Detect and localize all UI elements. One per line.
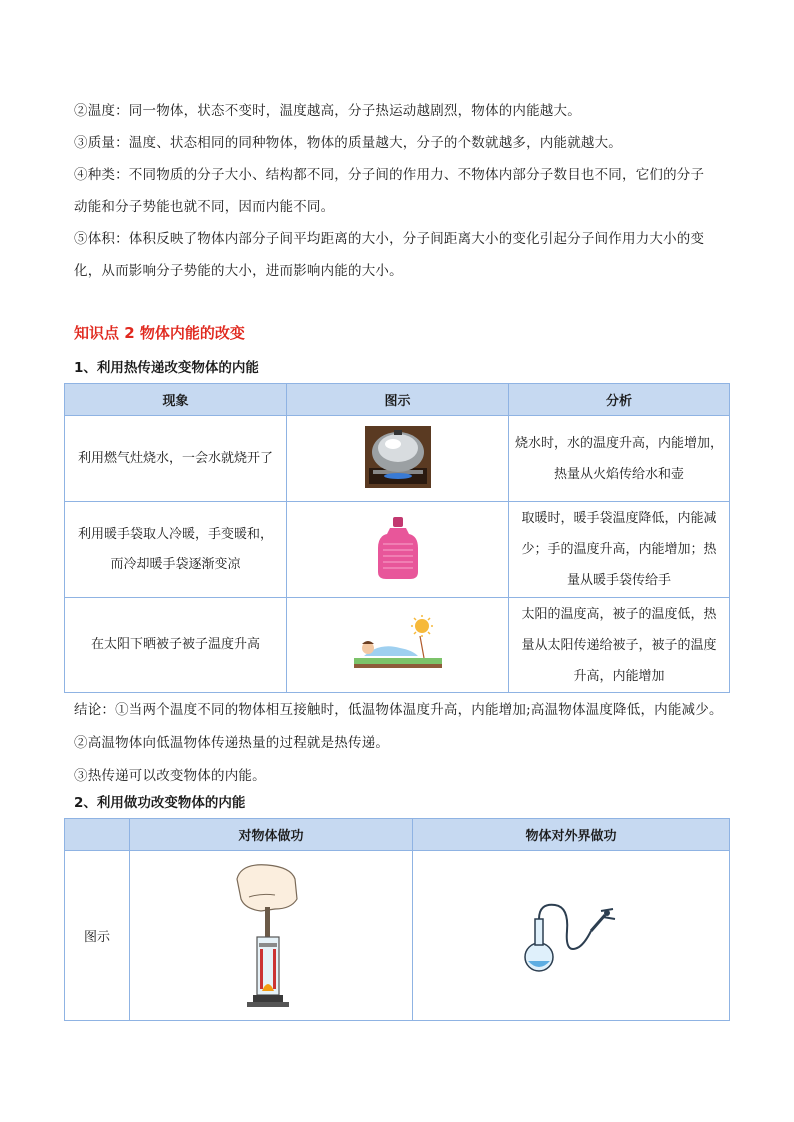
table-header-row	[65, 384, 730, 416]
paragraph-temperature: ②温度：同一物体，状态不变时，温度越高，分子热运动越剧烈，物体的内能越大。	[74, 103, 581, 119]
section-title: 知识点 2 物体内能的改变	[74, 324, 245, 342]
work-table	[64, 818, 730, 1021]
phenomenon-line: 而冷却暖手袋逐渐变凉	[110, 556, 241, 572]
table-row	[65, 598, 730, 693]
analysis-line: 升高，内能增加	[573, 668, 665, 684]
phenomenon-cell	[65, 502, 287, 598]
phenomenon-text: 在太阳下晒被子被子温度升高	[90, 637, 260, 652]
phenomenon-cell	[65, 598, 287, 693]
fire-piston-icon	[231, 859, 311, 1009]
subsection-work: 2、利用做功改变物体的内能	[74, 795, 246, 811]
diagram-cell	[287, 598, 509, 693]
table-row	[65, 851, 730, 1021]
analysis-cell	[509, 416, 730, 502]
flask-with-tube-icon	[521, 891, 621, 977]
paragraph-volume-line2: 化，从而影响分子势能的大小，进而影响内能的大小。	[74, 263, 403, 279]
kettle-on-stove-icon	[363, 424, 433, 490]
analysis-cell	[509, 598, 730, 693]
paragraph-type-line2: 动能和分子势能也就不同，因而内能不同。	[74, 199, 335, 215]
header-work-on-object: 对物体做功	[130, 819, 413, 851]
paragraph-volume-line1: ⑤体积：体积反映了物体内部分子间平均距离的大小，分子间距离大小的变化引起分子间作用力大小的变	[74, 231, 705, 247]
conclusion-line3: ③热传递可以改变物体的内能。	[74, 768, 266, 784]
analysis-line: 少；手的温度升高，内能增加；热	[521, 542, 717, 557]
analysis-line: 太阳的温度高，被子的温度低，热	[521, 606, 717, 622]
phenomenon-line: 利用暖手袋取人冷暖，手变暖和，	[77, 526, 273, 542]
analysis-line: 取暖时，暖手袋温度降低，内能减	[521, 511, 717, 526]
header-object-does-work: 物体对外界做功	[413, 819, 730, 851]
conclusion-line2: ②高温物体向低温物体传递热量的过程就是热传递。	[74, 735, 390, 751]
analysis-line: 热量从火焰传给水和壶	[553, 466, 684, 482]
analysis-line: 烧水时，水的温度升高，内能增加，	[514, 435, 723, 451]
analysis-cell	[509, 502, 730, 598]
diagram-cell	[130, 851, 413, 1021]
table-row	[65, 416, 730, 502]
sunbathing-quilt-icon	[350, 614, 446, 672]
analysis-line: 量从太阳传递给被子，被子的温度	[521, 637, 717, 653]
hot-water-bottle-icon	[376, 516, 420, 580]
diagram-cell	[287, 416, 509, 502]
table-row	[65, 502, 730, 598]
conclusion-line1: 结论：①当两个温度不同的物体相互接触时，低温物体温度升高，内能增加;高温物体温度降低，内能减少。	[74, 702, 723, 718]
row-label: 图示	[83, 930, 110, 945]
header-analysis: 分析	[509, 384, 730, 416]
row-label-cell	[65, 851, 130, 1021]
paragraph-type-line1: ④种类：不同物质的分子大小、结构都不同，分子间的作用力、不物体内部分子数目也不同，它们的分子	[74, 167, 705, 183]
subsection-heat-transfer: 1、利用热传递改变物体的内能	[74, 360, 259, 376]
header-phenomenon: 现象	[65, 384, 287, 416]
paragraph-mass: ③质量：温度、状态相同的同种物体，物体的质量越大，分子的个数就越多，内能就越大。	[74, 135, 622, 151]
diagram-cell	[413, 851, 730, 1021]
header-empty	[65, 819, 130, 851]
heat-transfer-table	[64, 383, 730, 693]
diagram-cell	[287, 502, 509, 598]
phenomenon-cell	[65, 416, 287, 502]
analysis-line: 量从暖手袋传给手	[566, 573, 671, 588]
header-diagram: 图示	[287, 384, 509, 416]
table-header-row	[65, 819, 730, 851]
phenomenon-text: 利用燃气灶烧水，一会水就烧开了	[77, 450, 273, 466]
